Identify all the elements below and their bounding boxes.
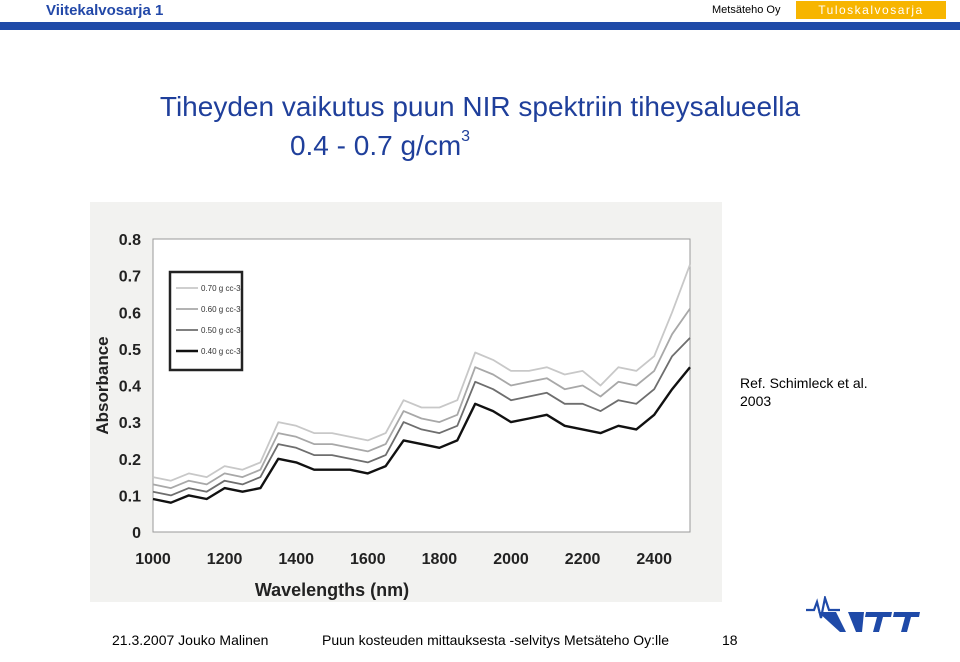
company-name: Metsäteho Oy xyxy=(712,4,781,16)
reference-line2: 2003 xyxy=(740,393,772,409)
vtt-logo xyxy=(806,596,922,634)
slide-title-superscript: 3 xyxy=(461,127,471,145)
x-axis-label: Wavelengths (nm) xyxy=(254,580,410,600)
logo-v-icon xyxy=(818,612,846,632)
y-tick-label: 0.3 xyxy=(118,415,141,433)
x-tick-label: 1000 xyxy=(135,551,171,568)
spectrum-chart xyxy=(90,202,722,602)
chart-svg xyxy=(90,202,722,602)
footer-subtitle: Puun kosteuden mittauksesta -selvitys Metsäteho Oy:lle xyxy=(322,632,670,648)
footer-date-author: 21.3.2007 Jouko Malinen xyxy=(112,632,269,648)
y-axis-label: Absorbance xyxy=(93,336,112,435)
x-tick-label: 2000 xyxy=(493,551,529,568)
logo-v-right-icon xyxy=(848,612,864,632)
reference-note xyxy=(740,374,890,410)
x-tick-label: 1400 xyxy=(278,551,314,568)
reference-line1: Ref. Schimleck et al. xyxy=(740,375,868,391)
logo-t1-icon xyxy=(865,612,892,632)
y-tick-label: 0.4 xyxy=(118,378,141,396)
legend-label-1: 0.60 g cc-3 xyxy=(201,305,241,314)
slide-title-unit: 0.4 - 0.7 g/cm xyxy=(289,130,462,161)
page-number: 18 xyxy=(722,632,738,648)
legend-label-2: 0.50 g cc-3 xyxy=(201,326,241,335)
x-tick-label: 1200 xyxy=(206,551,243,568)
x-tick-label: 2400 xyxy=(636,551,672,568)
x-tick-label: 1800 xyxy=(421,551,458,568)
x-tick-label: 1600 xyxy=(350,551,386,568)
y-tick-label: 0.6 xyxy=(118,305,141,323)
legend-label-0: 0.70 g cc-3 xyxy=(201,284,241,293)
header-rule xyxy=(0,22,960,30)
legend-label-3: 0.40 g cc-3 xyxy=(201,347,241,356)
y-tick-label: 0.7 xyxy=(118,268,141,286)
y-tick-label: 0 xyxy=(132,525,141,542)
y-tick-label: 0.2 xyxy=(118,451,141,469)
series-tag: Tuloskalvosarja xyxy=(796,1,946,19)
y-tick-label: 0.8 xyxy=(118,232,141,249)
y-tick-label: 0.5 xyxy=(118,341,141,359)
x-tick-label: 2200 xyxy=(564,551,601,568)
slide-title-line2 xyxy=(0,127,860,162)
y-tick-label: 0.1 xyxy=(118,488,141,506)
slide-title-line1: Tiheyden vaikutus puun NIR spektriin tiheysalueella xyxy=(159,91,801,122)
presentation-title: Viitekalvosarja 1 xyxy=(46,2,164,19)
logo-t2-icon xyxy=(893,612,920,632)
